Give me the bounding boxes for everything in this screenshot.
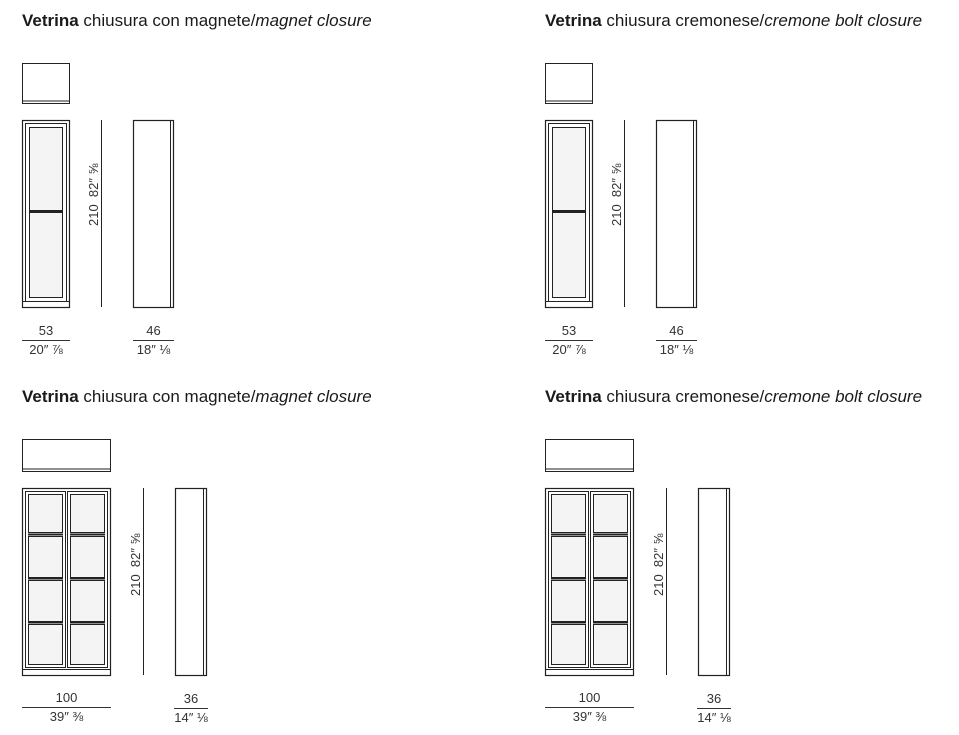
title-bold: Vetrina	[22, 387, 79, 406]
width-dim: 100 39″ ⅜	[22, 690, 111, 725]
title-bold: Vetrina	[22, 11, 79, 30]
top-view	[23, 64, 70, 104]
side-view	[134, 121, 174, 308]
title-bold: Vetrina	[545, 387, 602, 406]
product-block-cremone-single	[523, 0, 959, 370]
title-regular: chiusura cremonese/	[601, 11, 765, 30]
height-dim-label: 210 82″ ⅝	[86, 163, 101, 226]
height-dim-label: 210 82″ ⅝	[128, 533, 143, 596]
front-view	[545, 121, 593, 308]
side-view	[176, 489, 207, 676]
width-dim: 53 20″ ⅞	[22, 323, 70, 358]
title-bold: Vetrina	[545, 11, 602, 30]
width-dim: 53 20″ ⅞	[545, 323, 593, 358]
cabinet-drawing	[0, 0, 480, 370]
title-regular: chiusura cremonese/	[601, 387, 765, 406]
top-view	[546, 440, 634, 472]
cabinet-drawing	[523, 376, 959, 735]
width-dim: 100 39″ ⅜	[545, 690, 634, 725]
front-view	[545, 489, 634, 676]
product-block-cremone-double	[523, 376, 959, 735]
top-view	[23, 440, 111, 472]
top-view	[546, 64, 593, 104]
depth-dim: 36 14″ ⅛	[174, 691, 208, 725]
title-regular: chiusura con magnete/	[78, 11, 256, 30]
cabinet-drawing	[523, 0, 959, 370]
cabinet-drawing	[0, 376, 480, 735]
product-block-magnet-single	[0, 0, 480, 370]
title-italic: cremone bolt closure	[764, 11, 923, 30]
front-view	[22, 121, 70, 308]
depth-dim: 36 14″ ⅛	[697, 691, 731, 725]
depth-dim: 46 18″ ⅛	[133, 323, 174, 358]
title-italic: magnet closure	[255, 387, 372, 406]
product-block-magnet-double	[0, 376, 480, 735]
title-regular: chiusura con magnete/	[78, 387, 256, 406]
side-view	[699, 489, 730, 676]
front-view	[22, 489, 111, 676]
side-view	[657, 121, 697, 308]
title-italic: magnet closure	[255, 11, 372, 30]
height-dim-label: 210 82″ ⅝	[651, 533, 666, 596]
title-italic: cremone bolt closure	[764, 387, 923, 406]
depth-dim: 46 18″ ⅛	[656, 323, 697, 358]
height-dim-label: 210 82″ ⅝	[609, 163, 624, 226]
